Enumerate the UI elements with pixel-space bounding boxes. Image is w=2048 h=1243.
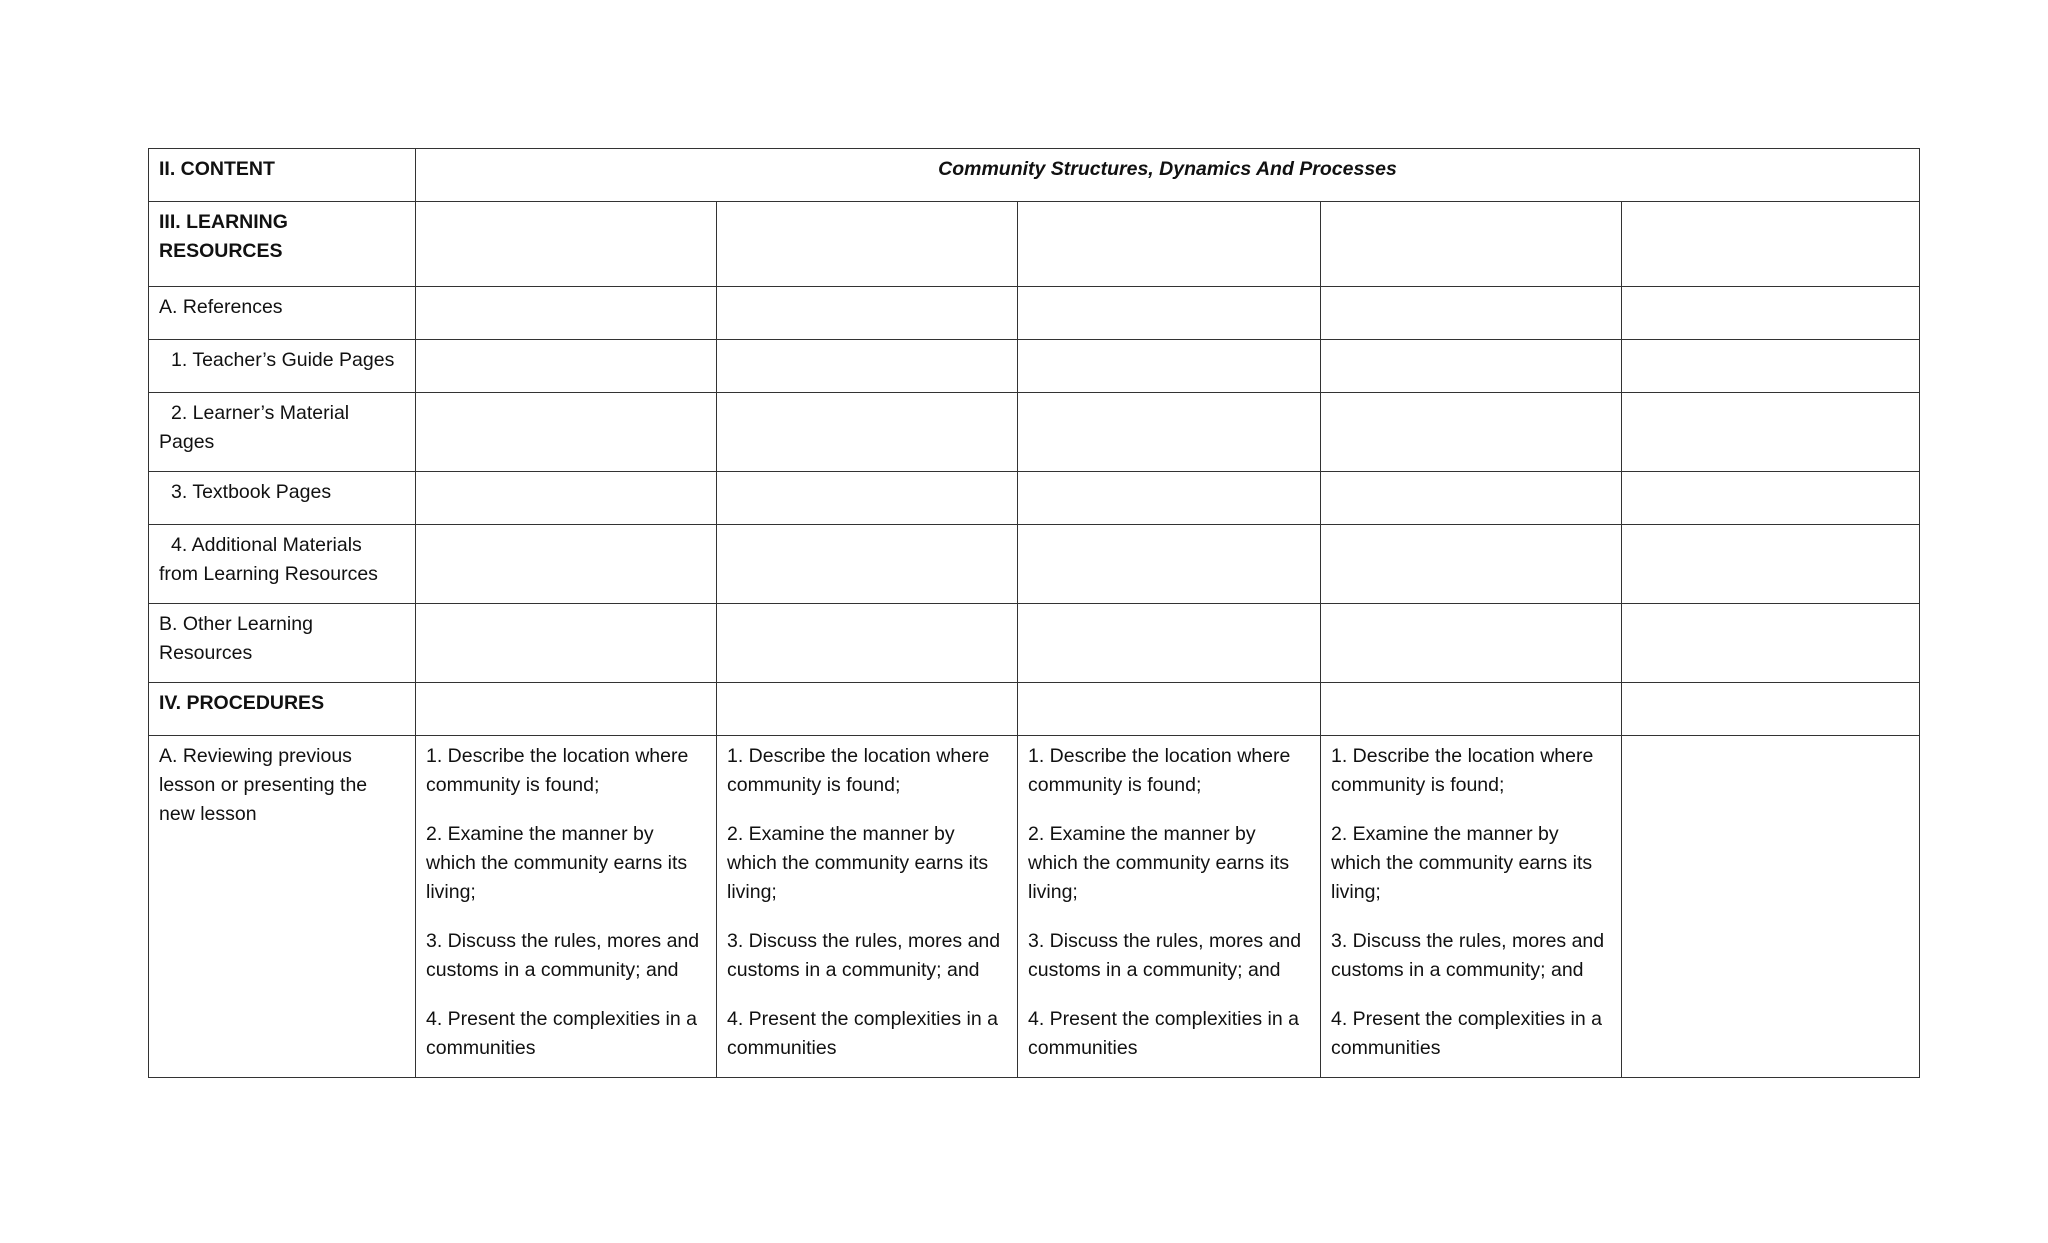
content-row: [149, 149, 1920, 202]
table-cell: [717, 604, 1018, 683]
table-cell: [416, 287, 717, 340]
objective-3: 3. Discuss the rules, mores and customs in a community; and: [727, 930, 1001, 981]
review-cell-4: [1321, 736, 1622, 1078]
learners-material-cell: [149, 393, 416, 472]
table-cell: [717, 340, 1018, 393]
table-cell: [1018, 472, 1321, 525]
additional-materials-label: 4. Additional Materials from Learning Resources: [159, 534, 378, 585]
objective-4: 4. Present the complexities in a communities: [727, 1008, 998, 1059]
other-resources-label: B. Other Learning Resources: [149, 604, 416, 683]
review-cell-3: [1018, 736, 1321, 1078]
table-cell: [1622, 287, 1920, 340]
table-cell: [416, 683, 717, 736]
table-cell: [1622, 393, 1920, 472]
objective-4: 4. Present the complexities in a communities: [1331, 1008, 1602, 1059]
objective-2: 2. Examine the manner by which the community earns its living;: [426, 823, 688, 903]
table-cell: [717, 393, 1018, 472]
table-cell: [1018, 393, 1321, 472]
learners-material-row: [149, 393, 1920, 472]
textbook-cell: [149, 472, 416, 525]
table-cell: [717, 683, 1018, 736]
table-cell: [416, 472, 717, 525]
teachers-guide-row: [149, 340, 1920, 393]
objective-3: 3. Discuss the rules, mores and customs in a community; and: [1331, 930, 1605, 981]
lesson-plan-table: [148, 148, 1920, 1078]
objective-3: 3. Discuss the rules, mores and customs in a community; and: [1028, 930, 1302, 981]
objective-2: 2. Examine the manner by which the community earns its living;: [727, 823, 989, 903]
table-cell: [1018, 340, 1321, 393]
table-cell: [1622, 604, 1920, 683]
additional-materials-row: [149, 525, 1920, 604]
table-cell: [1622, 525, 1920, 604]
table-cell: [1321, 287, 1622, 340]
table-cell: [1321, 393, 1622, 472]
table-cell: [717, 202, 1018, 287]
objective-1: 1. Describe the location where community is found;: [727, 745, 990, 796]
review-cell-1: [416, 736, 717, 1078]
table-cell: [1622, 472, 1920, 525]
table-cell: [416, 340, 717, 393]
references-label: A. References: [149, 287, 416, 340]
table-cell: [416, 393, 717, 472]
table-cell: [1321, 604, 1622, 683]
table-cell: [1018, 525, 1321, 604]
reviewing-label: A. Reviewing previous lesson or presenting the new lesson: [149, 736, 416, 1078]
table-cell: [1018, 287, 1321, 340]
textbook-row: [149, 472, 1920, 525]
objective-2: 2. Examine the manner by which the community earns its living;: [1331, 823, 1593, 903]
procedures-label: IV. PROCEDURES: [149, 683, 416, 736]
other-resources-row: [149, 604, 1920, 683]
content-title: Community Structures, Dynamics And Processes: [416, 149, 1920, 202]
table-cell: [1321, 340, 1622, 393]
table-cell: [717, 525, 1018, 604]
learning-resources-row: [149, 202, 1920, 287]
review-cell-2: [717, 736, 1018, 1078]
table-cell: [1018, 683, 1321, 736]
table-cell: [416, 202, 717, 287]
table-cell: [1321, 472, 1622, 525]
textbook-label: 3. Textbook Pages: [171, 481, 332, 503]
table-cell: [1321, 683, 1622, 736]
table-cell: [1622, 202, 1920, 287]
teachers-guide-cell: [149, 340, 416, 393]
procedures-row: [149, 683, 1920, 736]
objective-4: 4. Present the complexities in a communities: [1028, 1008, 1299, 1059]
table-cell: [416, 604, 717, 683]
learning-resources-label: III. LEARNING RESOURCES: [149, 202, 416, 287]
table-cell: [1018, 202, 1321, 287]
table-cell: [1018, 604, 1321, 683]
learners-material-label: 2. Learner’s Material Pages: [159, 402, 350, 453]
table-cell: [1622, 736, 1920, 1078]
teachers-guide-label: 1. Teacher’s Guide Pages: [171, 349, 395, 371]
table-cell: [1622, 340, 1920, 393]
table-cell: [1321, 525, 1622, 604]
lesson-plan-sheet: [148, 148, 1919, 1078]
table-cell: [717, 287, 1018, 340]
table-cell: [717, 472, 1018, 525]
objective-3: 3. Discuss the rules, mores and customs in a community; and: [426, 930, 700, 981]
table-cell: [1622, 683, 1920, 736]
table-cell: [1321, 202, 1622, 287]
objective-1: 1. Describe the location where community is found;: [426, 745, 689, 796]
references-row: [149, 287, 1920, 340]
additional-materials-cell: [149, 525, 416, 604]
objective-2: 2. Examine the manner by which the community earns its living;: [1028, 823, 1290, 903]
reviewing-row: [149, 736, 1920, 1078]
objective-4: 4. Present the complexities in a communities: [426, 1008, 697, 1059]
content-label: II. CONTENT: [149, 149, 416, 202]
objective-1: 1. Describe the location where community is found;: [1331, 745, 1594, 796]
table-cell: [416, 525, 717, 604]
objective-1: 1. Describe the location where community is found;: [1028, 745, 1291, 796]
